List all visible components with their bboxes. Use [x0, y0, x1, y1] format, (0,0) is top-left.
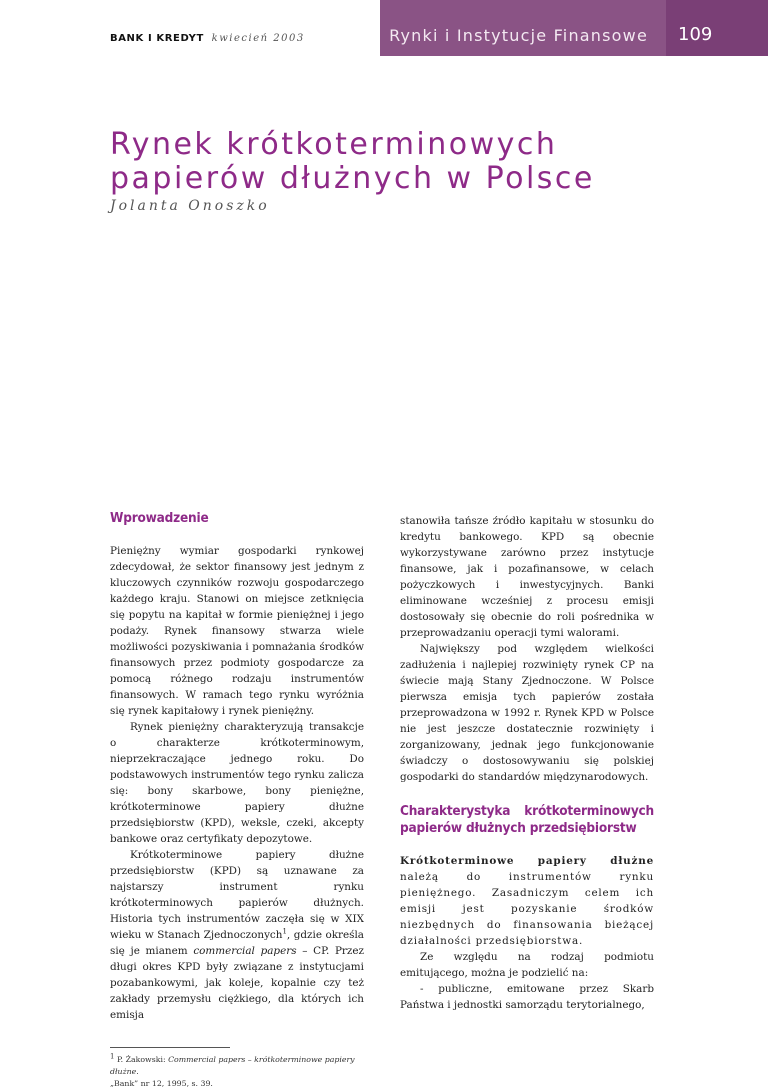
paragraph: Rynek pieniężny charakteryzują transakcje o charakterze krótkoterminowym, nieprzekraczające jednego roku. Do podstawowych instrumentów tego rynku zalicza się: bony skarbowe, bony pieniężne, krótkoterminowe papiery dłużne przedsiębiorstw (KPD), weksle, czeki, akcepty bankowe oraz certyfikaty depozytowe.: [110, 721, 364, 845]
footnote-reference: 1: [282, 927, 287, 936]
paragraph-text: , gdzie określa się je mianem: [110, 929, 364, 957]
paragraph: [110, 847, 364, 1023]
term-commercial-papers: commercial papers: [193, 945, 297, 957]
section-band: [380, 0, 666, 56]
journal-name: BANK I KREDYT: [110, 33, 204, 44]
footnote-source: „Bank” nr 12, 1995, s. 39.: [110, 1079, 213, 1088]
paragraph: Największy pod względem wielkości zadłużenia i najlepiej rozwinięty rynek CP na świecie mają Stany Zjednoczone. W Polsce pierwsza emisja tych papierów została przeprowadzona w 1992 r. Rynek KPD w Polsce nie jest jeszcze dostatecznie rozwinięty i zorganizowany, jednak jego funkcjonowanie świadczy o dostosowywaniu się polskiej gospodarki do standardów międzynarodowych.: [400, 643, 654, 783]
issue-date: kwiecień 2003: [211, 33, 305, 44]
section-heading-characteristics: Charakterystyka krótkoterminowych papierów dłużnych przedsiębiorstw: [400, 803, 654, 836]
running-header: [110, 33, 305, 44]
paragraph-text: – CP. Przez długi okres KPD były związane z instytucjami pozabankowymi, jak koleje, kopalnie czy też zakłady przemysłu ciężkiego, dla których ich emisja: [110, 945, 365, 1021]
paragraph: Pieniężny wymiar gospodarki rynkowej zdecydował, że sektor finansowy jest jednym z kluczowych czynników rozwoju gospodarczego każdego kraju. Stanowi on miejsce zetknięcia się popytu na kapitał w formie pieniężnej i jego podaży. Rynek finansowy stwarza wiele możliwości pozyskiwania i pomnażania środków finansowych przez podmioty gospodarcze za pomocą różnego rodzaju instrumentów finansowych. W ramach tego rynku wyróżnia się rynek kapitałowy i rynek pieniężny.: [110, 545, 364, 717]
footnote-divider: [110, 1047, 230, 1048]
article-author: Jolanta Onoszko: [110, 198, 270, 214]
paragraph: stanowiła tańsze źródło kapitału w stosunku do kredytu bankowego. KPD są obecnie wykorzystywane zarówno przez instytucje finansowe, jak i pozafinansowe, w celach pożyczkowych i inwestycyjnych. Banki eliminowane wcześniej z procesu emisji dostosowały się obecnie do roli pośrednika w przeprowadzaniu operacji tymi walorami.: [400, 515, 654, 639]
footnote-number: 1: [110, 1052, 115, 1061]
paragraph-text: Krótkoterminowe papiery dłużne przedsiębiorstw (KPD) są uznawane za najstarszy instrument rynku krótkoterminowych papierów dłużnych. Historia tych instrumentów zaczęła się w XIX wieku w Stanach Zjednoczonych: [110, 849, 364, 941]
page-number-box: [666, 0, 768, 56]
article-title: Rynek krótkoterminowych papierów dłużnych w Polsce: [110, 127, 595, 196]
section-heading-intro: Wprowadzenie: [110, 510, 209, 526]
left-column: [110, 510, 364, 1090]
footnote-author: P. Żakowski:: [116, 1055, 166, 1064]
list-item: - publiczne, emitowane przez Skarb Państwa i jednostki samorządu terytorialnego,: [400, 983, 654, 1011]
paragraph: [400, 853, 654, 949]
page-number: 109: [678, 24, 713, 45]
lead-term: Krótkoterminowe papiery dłużne: [400, 855, 654, 867]
paragraph: Ze względu na rodzaj podmiotu emitującego, można je podzielić na:: [400, 951, 654, 979]
footnote: [110, 1054, 364, 1090]
section-name: Rynki i Instytucje Finansowe: [389, 26, 648, 45]
right-column: [400, 513, 654, 1013]
paragraph-text: należą do instrumentów rynku pieniężnego. Zasadniczym celem ich emisji jest pozyskanie środków niezbędnych do finansowania bieżącej działalności przedsiębiorstwa.: [400, 871, 654, 947]
footnote-title: Commercial papers – krótkoterminowe papiery dłużne.: [110, 1055, 355, 1076]
